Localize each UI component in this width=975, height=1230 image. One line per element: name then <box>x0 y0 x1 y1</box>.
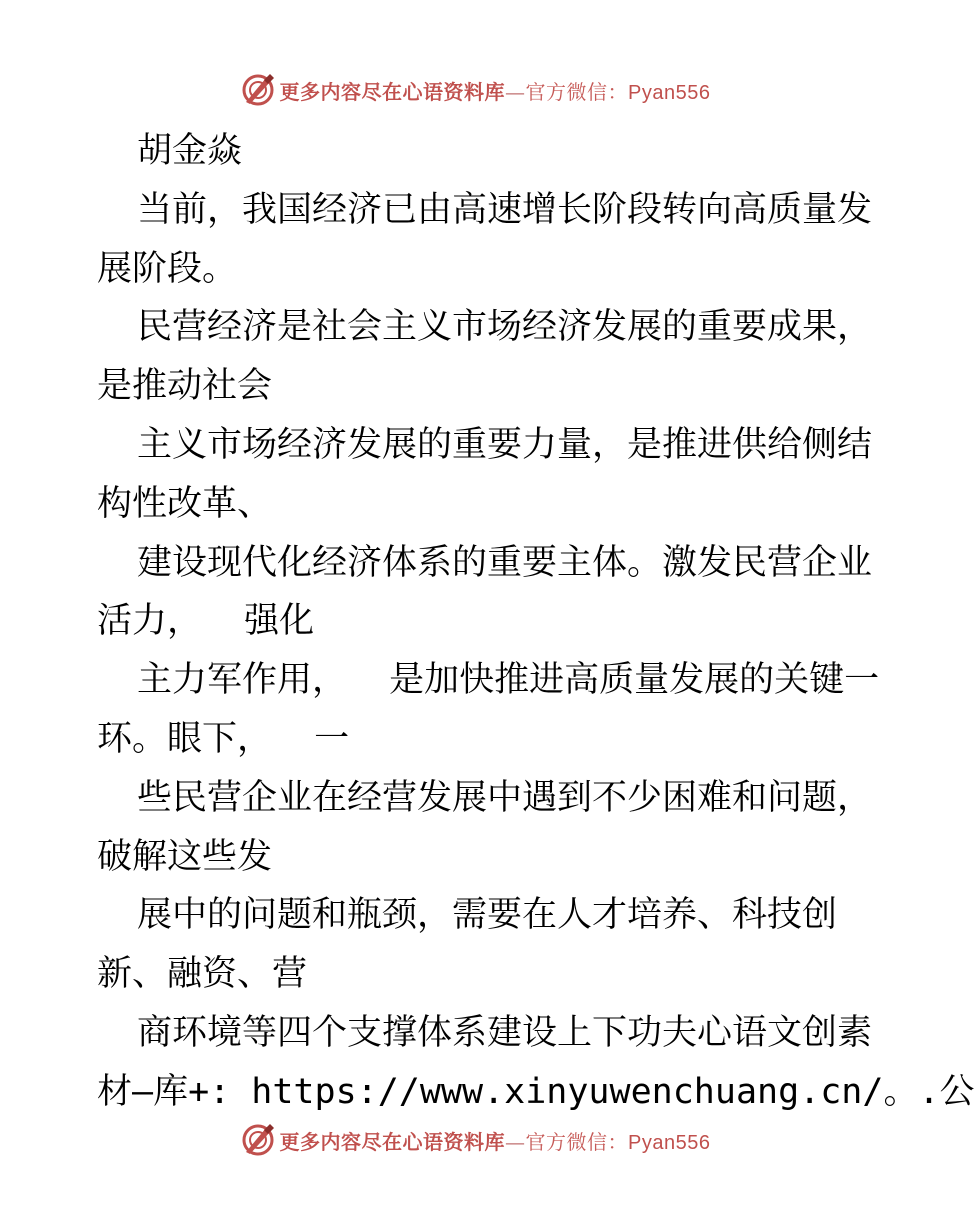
footer-wechat-label: 官方微信： <box>525 1129 629 1154</box>
quill-pen-logo-icon <box>240 1122 276 1158</box>
document-body <box>97 122 975 1122</box>
quill-pen-logo-icon <box>240 72 276 108</box>
header-banner-text <box>280 76 711 105</box>
paragraph-line: 建设现代化经济体系的重要主体。激发民营企业 <box>137 542 873 583</box>
footer-wechat-id: Pyan556 <box>628 1131 711 1154</box>
header-banner-separator: — <box>505 79 526 104</box>
paragraph-line: 当前，我国经济已由高速增长阶段转向高质量发 <box>137 189 873 230</box>
footer-banner-separator: — <box>505 1129 526 1154</box>
paragraph-line: 民营经济是社会主义市场经济发展的重要成果， <box>137 307 873 348</box>
header-banner <box>0 70 950 110</box>
author-name: 胡金焱 <box>137 131 243 171</box>
paragraph-line: 主义市场经济发展的重要力量，是推进供给侧结 <box>137 424 873 465</box>
footer-banner <box>0 1120 950 1160</box>
paragraph-line: 环。眼下， 一 <box>97 718 350 759</box>
footer-banner-text <box>280 1126 711 1155</box>
paragraph-line: 材—库+: https://www.xinyuwenchuang.cn/。.公 <box>97 1071 975 1112</box>
paragraph-line: 活力， 强化 <box>97 601 315 642</box>
paragraph-line: 新、融资、营 <box>97 954 308 995</box>
header-banner-main: 更多内容尽在心语资料库 <box>279 79 506 104</box>
paragraph-line: 构性改革、 <box>97 483 273 524</box>
paragraph-line: 破解这些发 <box>97 836 273 877</box>
paragraph-line: 些民营企业在经营发展中遇到不少困难和问题， <box>137 777 873 818</box>
header-wechat-id: Pyan556 <box>628 81 711 104</box>
paragraph-line: 商环境等四个支撑体系建设上下功夫心语文创素 <box>137 1012 873 1053</box>
paragraph-line: 展中的问题和瓶颈，需要在人才培养、科技创 <box>137 895 838 936</box>
header-wechat-label: 官方微信： <box>525 79 629 104</box>
paragraph-line: 展阶段。 <box>97 248 238 289</box>
footer-banner-main: 更多内容尽在心语资料库 <box>279 1129 506 1154</box>
paragraph-line: 是推动社会 <box>97 366 273 407</box>
paragraph-line: 主力军作用， 是加快推进高质量发展的关键一 <box>137 660 880 701</box>
